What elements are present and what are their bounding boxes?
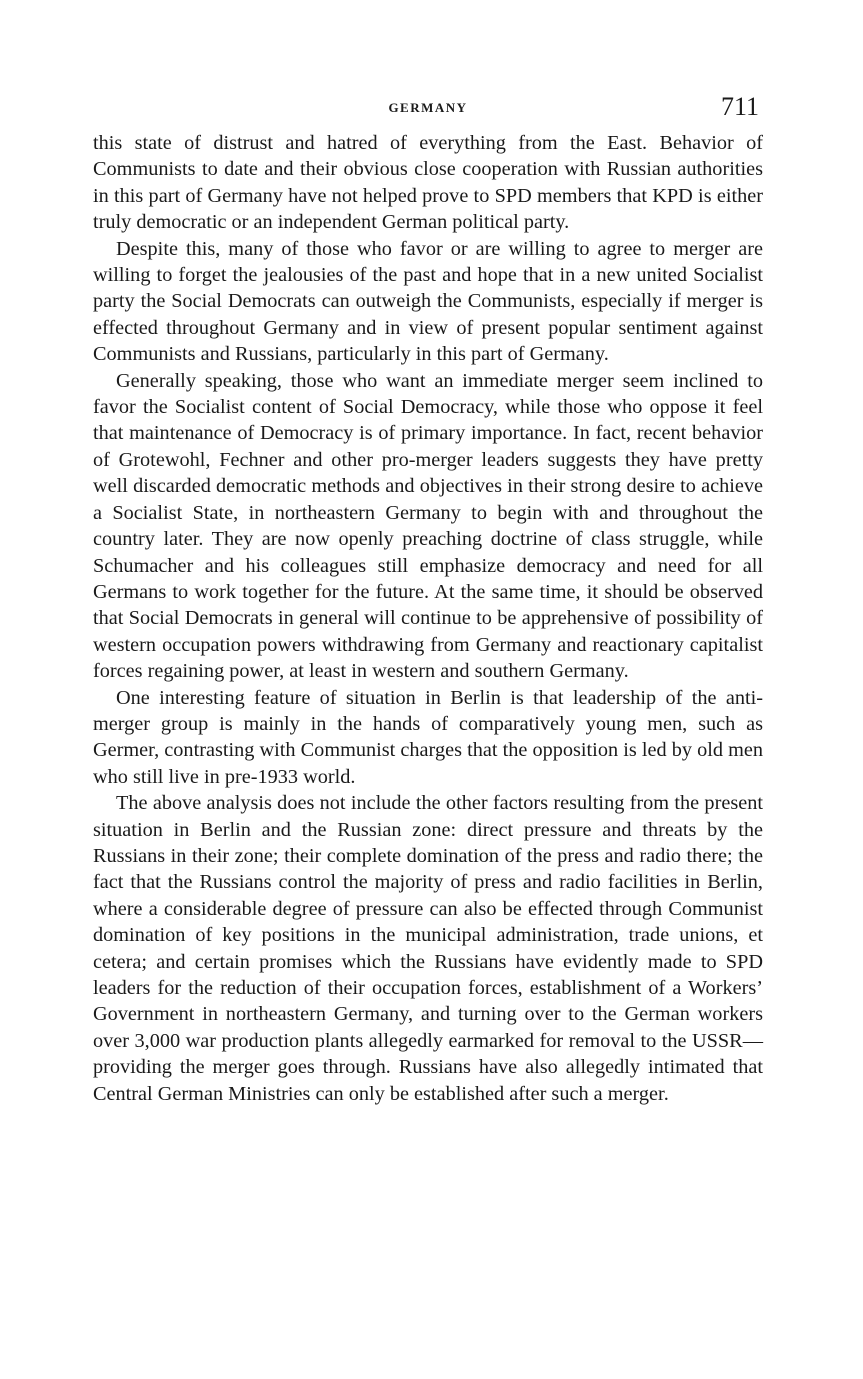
running-title: GERMANY	[388, 100, 468, 115]
paragraph: One interesting feature of situation in Berlin is that leadership of the anti-merger group is mainly in the hands of comparatively young men, such as Germer, contrasting with Communist charges that the opposition is led by old men who still live in pre-1933 world.	[93, 686, 763, 788]
running-head	[93, 90, 763, 130]
paragraph: Despite this, many of those who favor or are willing to agree to merger are willing to forget the jealousies of the past and hope that in a new united Socialist party the Social Democrats can outweigh the Communists, especially if merger is effected throughout Germany and in view of present popular sentiment against Communists and Russians, particularly in this part of Germany.	[93, 237, 763, 366]
document-page	[93, 90, 763, 1107]
paragraph: The above analysis does not include the other factors resulting from the present situation in Berlin and the Russian zone: direct pressure and threats by the Russians in their zone; their complete domination of the press and radio there; the fact that the Russians control the majority of press and radio facilities in Berlin, where a considerable degree of pressure can also be effected through Communist domination of key positions in the municipal administration, trade unions, et cetera; and certain promises which the Russians have evidently made to SPD leaders for the reduction of their occupation forces, establishment of a Workers’ Government in northeastern Germany, and turning over to the German workers over 3,000 war production plants allegedly earmarked for removal to the USSR—providing the merger goes through. Russians have also allegedly intimated that Central German Ministries can only be established after such a merger.	[93, 792, 763, 1105]
paragraph-continuation: this state of distrust and hatred of everything from the East. Behavior of Communists to date and their obvious close cooperation with Russian authorities in this part of Germany have not helped prove to SPD members that KPD is either truly democratic or an independent German political party.	[93, 132, 763, 234]
body-text	[93, 130, 763, 1107]
page-number: 711	[720, 92, 759, 121]
paragraph: Generally speaking, those who want an immediate merger seem inclined to favor the Socialist content of Social Democracy, while those who oppose it feel that maintenance of Democracy is of primary importance. In fact, recent behavior of Grotewohl, Fechner and other pro-merger leaders suggests they have pretty well discarded democratic methods and objectives in their strong desire to achieve a Socialist State, in northeastern Germany to begin with and throughout the country later. They are now openly preaching doctrine of class struggle, while Schumacher and his colleagues still emphasize democracy and need for all Germans to work together for the future. At the same time, it should be observed that Social Democrats in general will continue to be apprehensive of possibility of western occupation powers withdrawing from Germany and reactionary capitalist forces regaining power, at least in western and southern Germany.	[93, 369, 763, 683]
